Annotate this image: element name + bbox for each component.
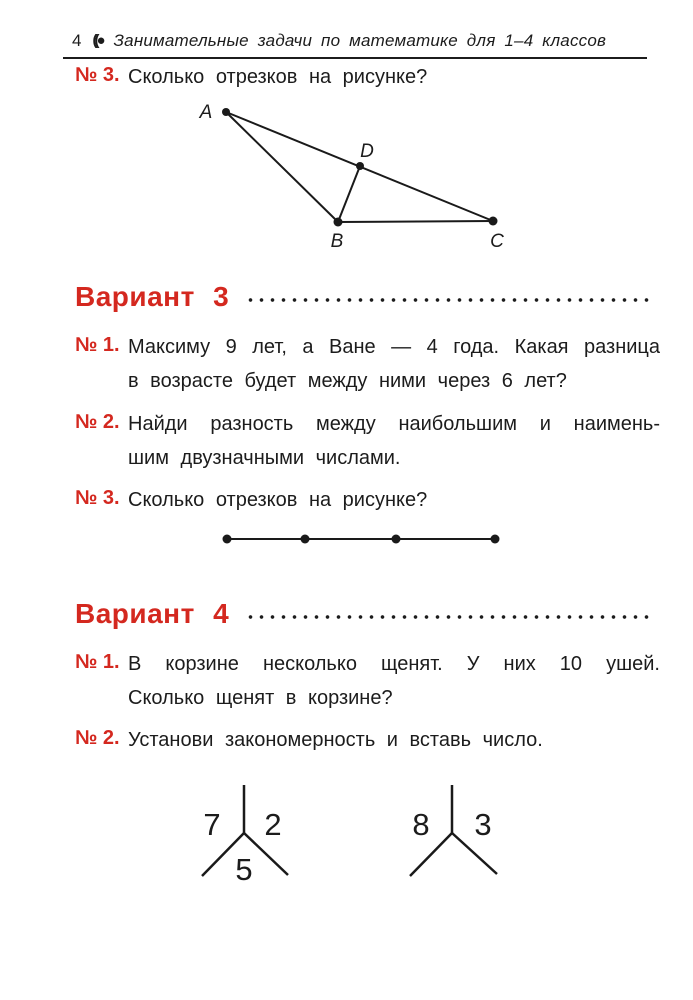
fork-right-value-left: 8 xyxy=(412,807,430,842)
running-title: Занимательные задачи по математике для 1–4 классов xyxy=(113,31,607,50)
task-text xyxy=(128,727,660,761)
task-variant3-1 xyxy=(75,334,660,402)
task-text xyxy=(128,651,660,719)
fork-left-value-right: 2 xyxy=(264,807,282,842)
fork-right-value-right: 3 xyxy=(474,807,492,842)
task-variant3-3 xyxy=(75,487,660,521)
task-text xyxy=(128,334,660,402)
task-line: Сколько щенят в корзине? xyxy=(128,687,393,709)
variant4-heading xyxy=(75,598,655,630)
point-label-a: A xyxy=(199,102,213,123)
task-number: № 3. xyxy=(75,64,120,86)
task-line: Установи закономерность и вставь число. xyxy=(128,729,543,751)
point-label-b: B xyxy=(330,231,344,252)
page-number: 4 xyxy=(72,31,82,50)
task-number: № 2. xyxy=(75,411,120,433)
task-variant4-1 xyxy=(75,651,660,719)
dotted-leader xyxy=(245,615,655,619)
dotted-leader xyxy=(245,298,655,302)
task-number: № 1. xyxy=(75,334,120,356)
task-line: Сколько отрезков на рисунке? xyxy=(128,66,428,88)
series-logo-icon: ((● xyxy=(92,32,103,49)
point-label-d: D xyxy=(360,141,374,162)
task-number: № 1. xyxy=(75,651,120,673)
task-variant2-3 xyxy=(75,64,660,98)
variant4-title: Вариант 4 xyxy=(75,598,230,629)
page-header xyxy=(72,31,653,51)
task-variant3-2 xyxy=(75,411,660,479)
fork-left-value-bottom: 5 xyxy=(235,852,253,887)
fork-figures-svg xyxy=(0,773,693,893)
variant3-title: Вариант 3 xyxy=(75,281,230,312)
header-rule xyxy=(63,57,647,59)
task-line: шим двузначными числами. xyxy=(128,447,401,469)
triangle-figure-svg xyxy=(0,98,693,253)
task-line: Сколько отрезков на рисунке? xyxy=(128,489,428,511)
task-number: № 2. xyxy=(75,727,120,749)
task-text xyxy=(128,411,660,479)
task-text xyxy=(128,487,660,521)
task-text xyxy=(128,64,660,98)
fork-left-value-left: 7 xyxy=(203,807,221,842)
segments-figure xyxy=(0,524,693,556)
point-label-c: C xyxy=(490,231,504,252)
task-line: Максиму 9 лет, а Ване — 4 года. Какая разница xyxy=(128,336,660,358)
variant3-heading xyxy=(75,281,655,313)
segments-figure-svg xyxy=(0,524,693,556)
task-line: В корзине несколько щенят. У них 10 ушей. xyxy=(128,653,660,675)
task-line: в возрасте будет между ними через 6 лет? xyxy=(128,370,567,392)
triangle-figure xyxy=(0,98,693,253)
task-variant4-2 xyxy=(75,727,660,761)
triangle-points xyxy=(222,108,498,227)
fork-figures xyxy=(0,773,693,893)
task-number: № 3. xyxy=(75,487,120,509)
task-line: Найди разность между наибольшим и наимень- xyxy=(128,413,660,435)
